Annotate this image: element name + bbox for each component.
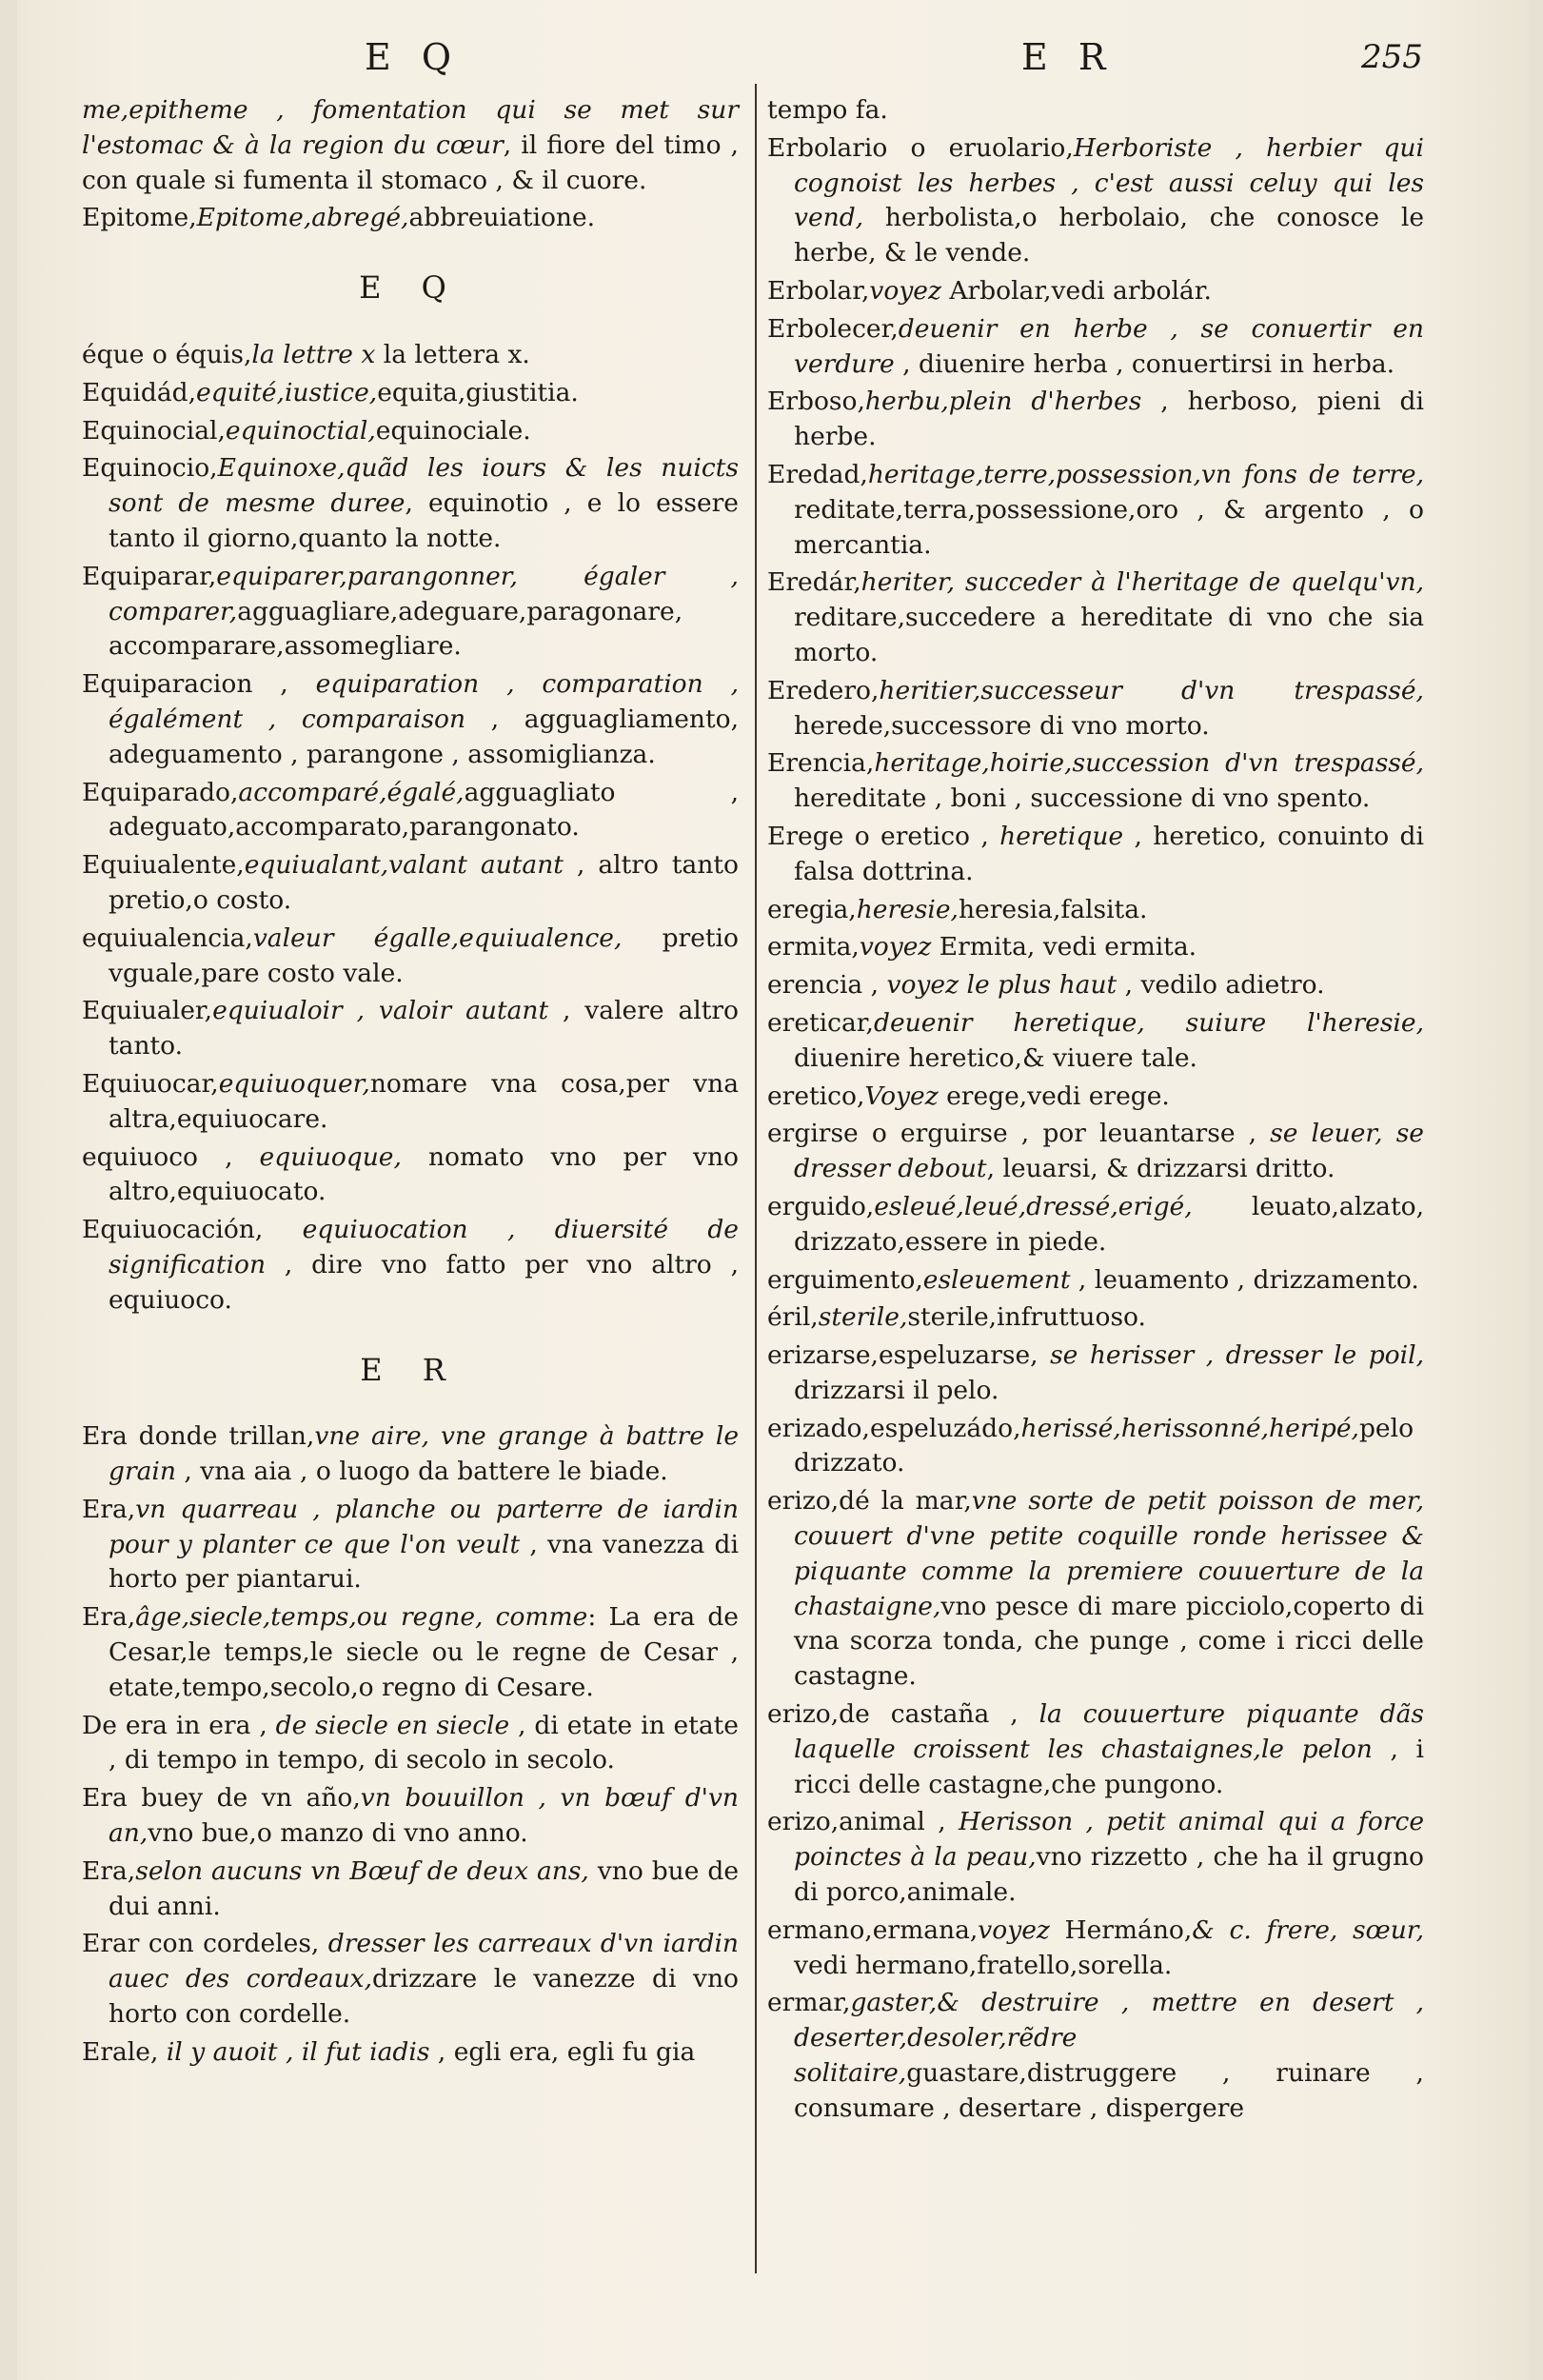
french-gloss: equiualant,valant autant: [244, 850, 564, 881]
dictionary-entry: [82, 338, 739, 373]
french-gloss: vn quarreau , planche ou parterre de iardin pour y planter ce que l'on veult: [109, 1494, 739, 1559]
italian-gloss: , herboso, pieni di herbe.: [794, 387, 1424, 452]
italian-gloss: herede,successore di vno morto.: [794, 710, 1210, 741]
dictionary-entry: [82, 1709, 739, 1779]
italian-gloss: sterile,infruttuoso.: [907, 1302, 1146, 1333]
italian-gloss: guastare,distruggere , ruinare , consumare , desertare , dispergere: [794, 2058, 1424, 2123]
italian-gloss: , vna aia , o luogo da battere le biade.: [175, 1457, 668, 1487]
italian-gloss: , i ricci delle castagne,che pungono.: [794, 1734, 1424, 1799]
dictionary-entry: [767, 1805, 1424, 1910]
dictionary-entry: [767, 385, 1424, 455]
dictionary-entry: [82, 994, 739, 1064]
french-gloss: âge,siecle,temps,ou regne, comme: [135, 1602, 588, 1633]
dictionary-entry: [82, 1854, 739, 1925]
french-gloss: equiuoquer,: [218, 1068, 370, 1099]
headword: Epitome,: [82, 203, 197, 233]
italian-gloss: vedi hermano,fratello,sorella.: [794, 1950, 1173, 1980]
french-gloss: heriter, succeder à l'heritage de quelqu'vn,: [861, 567, 1424, 598]
headword: Eredero,: [767, 675, 880, 705]
dictionary-entry: [767, 1190, 1424, 1260]
headword: erguimento,: [767, 1264, 923, 1295]
dictionary-entry: [82, 922, 739, 992]
italian-gloss: tempo fa.: [767, 95, 888, 125]
italian-gloss: , vedilo adietro.: [1117, 970, 1325, 1001]
dictionary-entry: [82, 1213, 739, 1318]
italian-gloss: Hermáno,: [1049, 1914, 1193, 1945]
french-gloss: equité,iustice,: [196, 377, 378, 407]
page-header: [17, 36, 1529, 84]
italian-gloss: pretio vguale,pare costo vale.: [109, 922, 739, 988]
italian-gloss: equinociale.: [375, 415, 531, 446]
dictionary-entry: [767, 1080, 1424, 1115]
italian-gloss: reditate,terra,possessione,oro , & argento , o mercantia.: [794, 494, 1424, 560]
french-gloss: Voyez: [864, 1081, 939, 1111]
french-gloss: la lettre x: [251, 339, 376, 369]
italian-gloss: , vna vanezza di horto per piantarui.: [109, 1529, 739, 1595]
italian-gloss: diuenire heretico,& viuere tale.: [794, 1042, 1197, 1073]
headword: erizo,de castaña ,: [767, 1699, 1019, 1730]
french-gloss: me,epitheme , fomentation qui se met sur l'estomac & à la region du cœur: [82, 95, 739, 160]
headword: Eredár,: [767, 567, 861, 598]
dictionary-entry: [82, 1493, 739, 1597]
dictionary-entry: [767, 820, 1424, 890]
italian-gloss: , agguagliamento, adeguamento , parangone , assomiglianza.: [109, 704, 740, 769]
italian-gloss: , altro tanto pretio,o costo.: [109, 850, 739, 915]
french-gloss: vne aire, vne grange à battre le grain: [109, 1421, 739, 1487]
headword: Equiparado,: [82, 777, 239, 807]
italian-gloss: heresia,falsita.: [958, 894, 1148, 924]
headword: éril,: [767, 1302, 819, 1333]
french-gloss: equiparation , comparation , égalément , comparaison: [109, 669, 740, 734]
headword: Equinocial,: [82, 415, 226, 446]
dictionary-entry: [767, 893, 1424, 928]
french-gloss: se leuer, se dresser debout: [794, 1119, 1424, 1184]
dictionary-entry: [767, 274, 1424, 309]
headword: Era,: [82, 1494, 136, 1524]
italian-gloss: espeluzarse,: [878, 1340, 1051, 1371]
french-gloss: esleuement: [922, 1264, 1071, 1295]
headword: Erar con cordeles,: [82, 1929, 320, 1959]
french-gloss: heritage,hoirie,succession d'vn trespassé,: [874, 748, 1424, 779]
french-gloss: se herisser , dresser le poil,: [1050, 1340, 1424, 1371]
dictionary-entry: [767, 1263, 1424, 1299]
french-gloss: sterile,: [818, 1302, 908, 1333]
italian-gloss: , egli era, egli fu gia: [429, 2036, 696, 2067]
headword: erizo,dé la mar,: [767, 1486, 972, 1517]
french-gloss: heritage,terre,possession,vn fons de terre,: [867, 459, 1424, 489]
headword: Erbolecer,: [767, 313, 899, 344]
headword: ermar,: [767, 1988, 851, 2018]
headword: Equiualente,: [82, 850, 245, 881]
dictionary-entry: [767, 1697, 1424, 1802]
italian-gloss: abbreuiatione.: [408, 203, 596, 233]
dictionary-entry: [767, 1484, 1424, 1695]
dictionary-entry: [767, 930, 1424, 965]
italian-gloss: vno bue,o manzo di vno anno.: [148, 1818, 528, 1849]
dictionary-entry: [82, 1600, 739, 1705]
italian-gloss: , valere altro tanto.: [109, 996, 739, 1061]
french-gloss: valeur égalle,equiualence,: [252, 922, 623, 953]
headword: Equiuocación,: [82, 1215, 264, 1245]
dictionary-entry: [82, 451, 739, 556]
italian-gloss: drizzarsi il pelo.: [794, 1375, 999, 1405]
french-gloss: herbu,plein d'herbes: [864, 387, 1142, 417]
italian-gloss: nomato vno per vno altro,equiuocato.: [109, 1141, 739, 1207]
dictionary-page: [17, 0, 1529, 2380]
section-heading-eq: E Q: [359, 269, 462, 307]
dictionary-entry: [82, 848, 739, 919]
italian-gloss: herbolista,o herbolaio, che conosce le herbe, & le vende.: [794, 203, 1424, 268]
dictionary-entry: [82, 2035, 739, 2071]
headword: Equiualer,: [82, 996, 213, 1026]
headword: Eredad,: [767, 459, 868, 489]
headword: erencia ,: [767, 970, 880, 1001]
dictionary-entry: [767, 1339, 1424, 1409]
french-gloss: & c. frere, sœur,: [1192, 1914, 1424, 1945]
page-number: 255: [1361, 38, 1423, 76]
dictionary-entry: [767, 1300, 1424, 1336]
dictionary-entry: [767, 93, 1424, 129]
italian-gloss: Ermita, vedi ermita.: [931, 932, 1197, 962]
italian-gloss: , di etate in etate , di tempo in tempo, di secolo in secolo.: [109, 1710, 739, 1775]
column-divider: [755, 84, 757, 2273]
headword: equiualencia,: [82, 922, 253, 953]
french-gloss: heresie,: [856, 894, 959, 924]
french-gloss: voyez: [869, 275, 941, 306]
italian-gloss: erege,vedi erege.: [938, 1081, 1170, 1111]
french-gloss: voyez: [859, 932, 932, 962]
french-gloss: Equinoxe,quãd les iours & les nuicts sont de mesme duree: [109, 453, 739, 519]
headword: ereticar,: [767, 1007, 874, 1038]
headword: erizado,: [767, 1413, 870, 1443]
headword: ermano,ermana,: [767, 1914, 979, 1945]
italian-gloss: , equinotio , e lo essere tanto il giorno,quanto la notte.: [109, 488, 739, 553]
french-gloss: equinoctial,: [225, 415, 376, 446]
dictionary-entry: [82, 414, 739, 449]
left-top-entries: [82, 93, 739, 236]
headword: Era buey de vn año,: [82, 1783, 361, 1814]
headword: Era,: [82, 1855, 136, 1886]
er-entries: [82, 1419, 739, 2070]
italian-gloss: agguagliare,adeguare,paragonare, accomparare,assomegliare.: [109, 596, 683, 662]
french-gloss: Epitome,abregé,: [196, 203, 409, 233]
dictionary-entry: [767, 968, 1424, 1003]
headword: Erale,: [82, 2036, 159, 2067]
dictionary-entry: [82, 560, 739, 664]
italian-gloss: nomare vna cosa,per vna altra,equiuocare.: [109, 1068, 739, 1134]
headword: De era in era ,: [82, 1710, 267, 1740]
italian-gloss: , diuenire herba , conuertirsi in herba.: [894, 348, 1395, 379]
italian-gloss: , leuarsi, & drizzarsi dritto.: [986, 1154, 1335, 1184]
dictionary-entry: [82, 667, 739, 772]
french-gloss: vn bouuillon , vn bœuf d'vn an,: [109, 1783, 740, 1849]
french-gloss: Herisson , petit animal qui a force poinctes à la peau,: [794, 1807, 1424, 1873]
french-gloss: il y auoit , il fut iadis: [158, 2036, 430, 2067]
headword: ermita,: [767, 932, 860, 962]
french-gloss: deuenir heretique, suiure l'heresie,: [873, 1007, 1424, 1038]
dictionary-entry: [82, 93, 739, 198]
dictionary-entry: [82, 201, 739, 236]
italian-gloss: la lettera x.: [375, 339, 530, 369]
french-gloss: dresser les carreaux d'vn iardin auec des cordeaux,: [109, 1929, 739, 1994]
dictionary-entry: [767, 131, 1424, 271]
italian-gloss: , dire vno fatto per vno altro , equiuoco.: [109, 1249, 739, 1315]
headword: Era,: [82, 1602, 136, 1633]
italian-gloss: vno rizzetto , che ha il grugno di porco,animale.: [794, 1842, 1424, 1908]
french-gloss: deuenir en herbe , se conuertir en verdure: [794, 313, 1424, 379]
italian-gloss: hereditate , boni , successione di vno spento.: [794, 783, 1371, 814]
headword: equiuoco ,: [82, 1141, 233, 1172]
italian-gloss: agguagliato , adeguato,accomparato,parangonato.: [109, 777, 739, 843]
french-gloss: voyez le plus haut: [879, 970, 1118, 1001]
headword: Equinocio,: [82, 453, 218, 484]
dictionary-entry: [767, 674, 1424, 744]
dictionary-entry: [82, 776, 739, 846]
headword: erguido,: [767, 1191, 875, 1221]
headword: Erencia,: [767, 748, 875, 779]
headword: éque o équis,: [82, 339, 252, 369]
left-running-head: E Q: [365, 36, 461, 78]
french-gloss: equiparer,parangonner, égaler , comparer,: [109, 561, 739, 626]
headword: Erbolario o eruolario,: [767, 132, 1074, 163]
headword: eregia,: [767, 894, 857, 924]
headword: Equidád,: [82, 377, 197, 407]
dictionary-entry: [767, 1986, 1424, 2126]
italian-gloss: Arbolar,vedi arbolár.: [940, 275, 1212, 306]
dictionary-entry: [767, 458, 1424, 563]
french-gloss: vne sorte de petit poisson de mer, couuert d'vne petite coquille ronde herissee & piquante comme la premiere couuerture de la chastaigne,: [794, 1486, 1424, 1621]
italian-gloss: vno pesce di mare picciolo,coperto di vna scorza tonda, che punge , come i ricci delle castagne.: [794, 1591, 1424, 1692]
italian-gloss: pelo drizzato.: [794, 1413, 1414, 1478]
french-gloss: equiuocation , diuersité de signification: [109, 1215, 739, 1279]
dictionary-entry: [82, 1067, 739, 1138]
dictionary-entry: [82, 1419, 739, 1490]
french-gloss: voyez: [978, 1914, 1050, 1945]
french-gloss: gaster,& destruire , mettre en desert , deserter,desoler,rẽdre solitaire,: [794, 1988, 1424, 2089]
italian-gloss: reditare,succedere a hereditate di vno che sia morto.: [794, 603, 1424, 667]
headword: eretico,: [767, 1081, 865, 1111]
french-gloss: accomparé,égalé,: [238, 777, 465, 807]
dictionary-entry: [767, 1006, 1424, 1077]
italian-gloss: equita,giustitia.: [377, 377, 579, 407]
dictionary-entry: [82, 1781, 739, 1852]
headword: Erbolar,: [767, 275, 870, 306]
right-entries: [767, 93, 1424, 2127]
headword: Equiuocar,: [82, 1068, 219, 1099]
italian-gloss: , heretico, conuinto di falsa dottrina.: [794, 821, 1424, 886]
headword: erizo,animal ,: [767, 1807, 946, 1837]
french-gloss: esleué,leué,dressé,erigé,: [874, 1191, 1193, 1221]
french-gloss: herissé,herissonné,heripé,: [1020, 1413, 1359, 1443]
left-column: [82, 93, 739, 2073]
italian-gloss: por leuantarse ,: [1029, 1119, 1271, 1149]
headword: Erege o eretico ,: [767, 821, 989, 851]
right-running-head: E R: [1021, 36, 1116, 78]
french-gloss: de siecle en siecle: [267, 1710, 510, 1740]
dictionary-entry: [767, 565, 1424, 670]
dictionary-entry: [767, 746, 1424, 817]
french-gloss: Herboriste , herbier qui cognoist les herbes , c'est aussi celuy qui les vend,: [794, 132, 1424, 233]
dictionary-entry: [767, 1914, 1424, 1984]
dictionary-entry: [82, 1140, 739, 1211]
eq-entries: [82, 338, 739, 1319]
french-gloss: la couuerture piquante dãs laquelle croissent les chastaignes,le pelon: [794, 1699, 1424, 1764]
right-column: [767, 93, 1424, 2130]
section-heading-er: E R: [360, 1351, 461, 1388]
italian-gloss: drizzare le vanezze di vno horto con cordelle.: [109, 1964, 740, 2030]
italian-gloss: espeluzádo,: [869, 1413, 1021, 1443]
dictionary-entry: [767, 1412, 1424, 1482]
headword: Equiparar,: [82, 561, 217, 591]
headword: ergirse o erguirse ,: [767, 1119, 1030, 1149]
italian-gloss: : La era de Cesar,le temps,le siecle ou le regne de Cesar , etate,tempo,secolo,o regno di Cesare.: [109, 1602, 739, 1702]
french-gloss: equiualoir , valoir autant: [212, 996, 549, 1026]
italian-gloss: leuato,alzato, drizzato,essere in piede.: [794, 1191, 1424, 1257]
italian-gloss: , leuamento , drizzamento.: [1070, 1264, 1419, 1295]
french-gloss: selon aucuns vn Bœuf de deux ans,: [135, 1855, 589, 1886]
headword: erizarse,: [767, 1340, 879, 1371]
dictionary-entry: [82, 1927, 739, 2032]
dictionary-entry: [767, 312, 1424, 383]
dictionary-entry: [767, 1117, 1424, 1187]
dictionary-entry: [82, 376, 739, 411]
headword: Equiparacion ,: [82, 669, 288, 700]
italian-gloss: vno bue de dui anni.: [109, 1855, 740, 1921]
headword: Era donde trillan,: [82, 1421, 315, 1452]
french-gloss: heritier,successeur d'vn trespassé,: [879, 675, 1424, 705]
headword: Erboso,: [767, 387, 865, 417]
french-gloss: heretique: [988, 821, 1124, 851]
french-gloss: equiuoque,: [232, 1141, 402, 1172]
italian-gloss: , il fiore del timo , con quale si fumenta il stomaco , & il cuore.: [82, 129, 739, 195]
